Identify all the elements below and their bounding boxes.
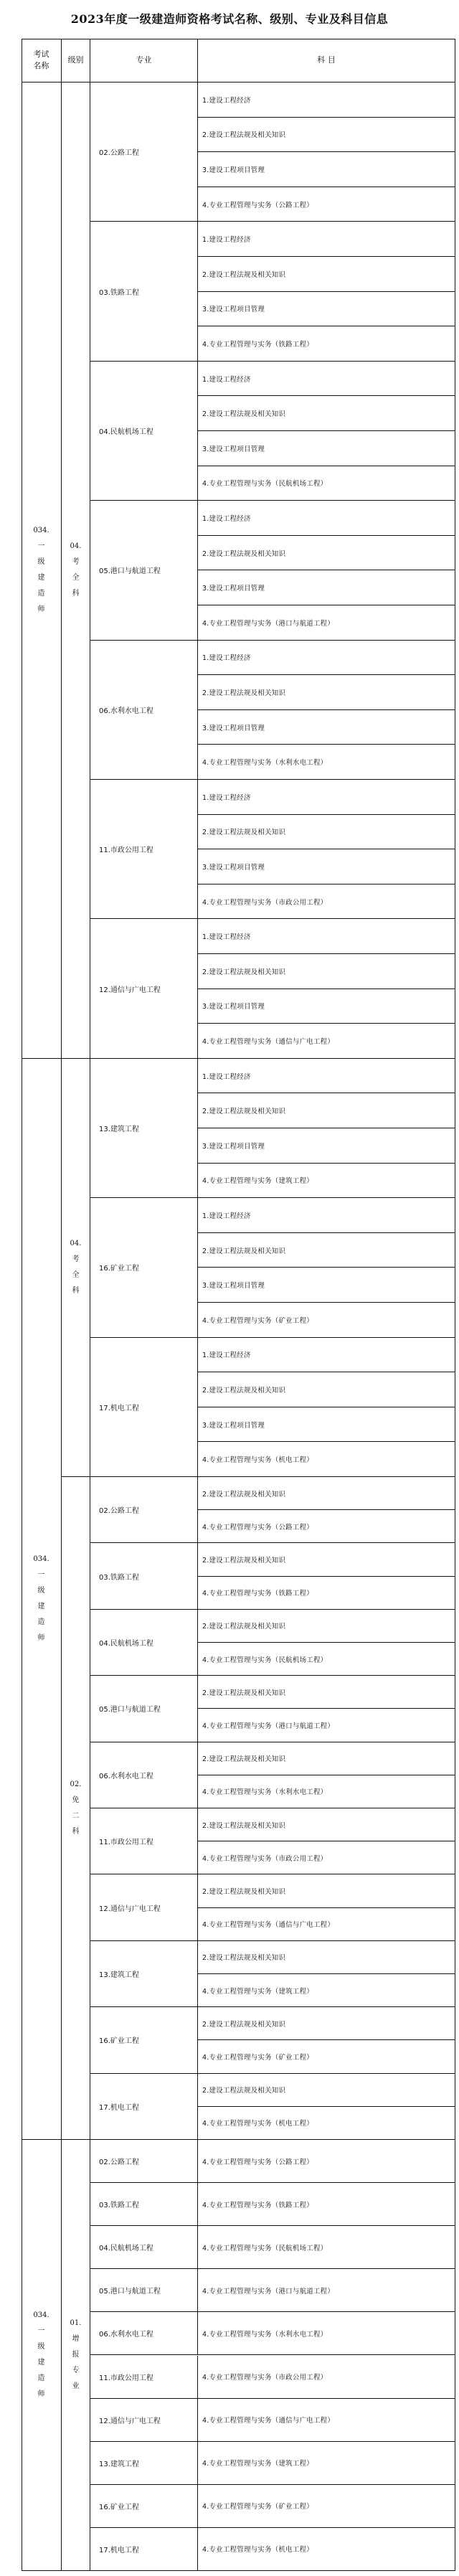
subject-cell: 2.建设工程法规及相关知识 (198, 954, 455, 989)
major-cell: 17.机电工程 (90, 2074, 198, 2140)
subject-cell: 2.建设工程法规及相关知识 (198, 1610, 455, 1643)
major-cell: 12.通信与广电工程 (90, 2399, 198, 2442)
subject-cell: 3.建设工程项目管理 (198, 152, 455, 187)
major-cell: 04.民航机场工程 (90, 2226, 198, 2269)
subject-cell: 4.专业工程管理与实务（铁路工程） (198, 1577, 455, 1610)
subject-cell: 2.建设工程法规及相关知识 (198, 2007, 455, 2040)
subject-cell: 4.专业工程管理与实务（港口与航道工程） (198, 605, 455, 641)
subject-cell: 4.专业工程管理与实务（建筑工程） (198, 2442, 455, 2485)
subject-cell: 1.建设工程经济 (198, 222, 455, 257)
major-cell: 06.水利水电工程 (90, 2312, 198, 2355)
subject-cell: 4.专业工程管理与实务（铁路工程） (198, 2183, 455, 2226)
level-cell: 04. 考 全 科 (62, 1059, 90, 1477)
subject-cell: 4.专业工程管理与实务（水利水电工程） (198, 1775, 455, 1808)
major-cell: 12.通信与广电工程 (90, 919, 198, 1058)
subject-cell: 2.建设工程法规及相关知识 (198, 675, 455, 710)
exam-info-table (22, 39, 455, 2571)
major-cell: 03.铁路工程 (90, 222, 198, 361)
major-cell: 11.市政公用工程 (90, 1808, 198, 1874)
header-major: 专业 (90, 39, 198, 82)
level-cell: 02. 免 二 科 (62, 1477, 90, 2140)
subject-cell: 4.专业工程管理与实务（市政公用工程） (198, 2356, 455, 2399)
exam-name-cell: 034. 一 级 建 造 师 (22, 2140, 62, 2571)
major-cell: 12.通信与广电工程 (90, 1874, 198, 1940)
major-cell: 06.水利水电工程 (90, 641, 198, 780)
subject-cell: 3.建设工程项目管理 (198, 1268, 455, 1303)
exam-name-cell: 034. 一 级 建 造 师 (22, 1059, 62, 2140)
subject-cell: 2.建设工程法规及相关知识 (198, 1372, 455, 1407)
subject-cell: 4.专业工程管理与实务（矿业工程） (198, 2040, 455, 2073)
exam-name-cell: 034. 一 级 建 造 师 (22, 82, 62, 1059)
page-title: 2023年度一级建造师资格考试名称、级别、专业及科目信息 (70, 12, 389, 26)
subject-cell: 3.建设工程项目管理 (198, 570, 455, 605)
major-cell: 05.港口与航道工程 (90, 1676, 198, 1742)
subject-cell: 4.专业工程管理与实务（铁路工程） (198, 326, 455, 362)
subject-cell: 3.建设工程项目管理 (198, 292, 455, 327)
subject-cell: 2.建设工程法规及相关知识 (198, 1808, 455, 1841)
major-cell: 04.民航机场工程 (90, 362, 198, 501)
subject-cell: 4.专业工程管理与实务（港口与航道工程） (198, 1709, 455, 1742)
subject-cell: 4.专业工程管理与实务（通信与广电工程） (198, 1024, 455, 1059)
major-cell: 05.港口与航道工程 (90, 2269, 198, 2312)
subject-cell: 4.专业工程管理与实务（建筑工程） (198, 1974, 455, 2007)
major-cell: 16.矿业工程 (90, 2007, 198, 2073)
major-cell: 02.公路工程 (90, 82, 198, 222)
subject-cell: 1.建设工程经济 (198, 919, 455, 954)
major-cell: 02.公路工程 (90, 1477, 198, 1543)
major-cell: 17.机电工程 (90, 1338, 198, 1477)
subject-cell: 2.建设工程法规及相关知识 (198, 1874, 455, 1907)
subject-cell: 4.专业工程管理与实务（矿业工程） (198, 1303, 455, 1338)
header-subject: 科 目 (198, 39, 455, 82)
subject-cell: 3.建设工程项目管理 (198, 1407, 455, 1443)
subject-cell: 4.专业工程管理与实务（通信与广电工程） (198, 1908, 455, 1941)
subject-cell: 4.专业工程管理与实务（通信与广电工程） (198, 2399, 455, 2442)
subject-cell: 1.建设工程经济 (198, 641, 455, 676)
major-cell: 13.建筑工程 (90, 1059, 198, 1198)
subject-cell: 1.建设工程经济 (198, 82, 455, 118)
major-cell: 11.市政公用工程 (90, 780, 198, 919)
major-cell: 03.铁路工程 (90, 1543, 198, 1609)
subject-cell: 3.建设工程项目管理 (198, 431, 455, 466)
subject-cell: 4.专业工程管理与实务（民航机场工程） (198, 1643, 455, 1676)
subject-cell: 3.建设工程项目管理 (198, 849, 455, 884)
major-cell: 16.矿业工程 (90, 1198, 198, 1337)
subject-cell: 2.建设工程法规及相关知识 (198, 536, 455, 571)
subject-cell: 4.专业工程管理与实务（机电工程） (198, 2528, 455, 2571)
major-cell: 13.建筑工程 (90, 2442, 198, 2485)
subject-cell: 1.建设工程经济 (198, 780, 455, 815)
subject-cell: 2.建设工程法规及相关知识 (198, 1941, 455, 1974)
major-cell: 03.铁路工程 (90, 2183, 198, 2226)
subject-cell: 2.建设工程法规及相关知识 (198, 1233, 455, 1268)
subject-cell: 2.建设工程法规及相关知识 (198, 1676, 455, 1709)
major-cell: 13.建筑工程 (90, 1941, 198, 2007)
subject-cell: 3.建设工程项目管理 (198, 989, 455, 1024)
subject-cell: 2.建设工程法规及相关知识 (198, 257, 455, 292)
subject-cell: 4.专业工程管理与实务（机电工程） (198, 1442, 455, 1477)
subject-cell: 2.建设工程法规及相关知识 (198, 1742, 455, 1775)
subject-cell: 4.专业工程管理与实务（水利水电工程） (198, 745, 455, 780)
subject-cell: 2.建设工程法规及相关知识 (198, 815, 455, 850)
subject-cell: 2.建设工程法规及相关知识 (198, 2074, 455, 2107)
subject-cell: 4.专业工程管理与实务（公路工程） (198, 1510, 455, 1543)
subject-cell: 1.建设工程经济 (198, 501, 455, 536)
subject-cell: 4.专业工程管理与实务（民航机场工程） (198, 466, 455, 501)
subject-cell: 4.专业工程管理与实务（矿业工程） (198, 2485, 455, 2528)
subject-cell: 4.专业工程管理与实务（机电工程） (198, 2107, 455, 2140)
subject-cell: 4.专业工程管理与实务（建筑工程） (198, 1164, 455, 1199)
subject-cell: 4.专业工程管理与实务（港口与航道工程） (198, 2269, 455, 2312)
subject-cell: 1.建设工程经济 (198, 362, 455, 397)
subject-cell: 2.建设工程法规及相关知识 (198, 118, 455, 153)
subject-cell: 2.建设工程法规及相关知识 (198, 396, 455, 431)
subject-cell: 2.建设工程法规及相关知识 (198, 1093, 455, 1128)
major-cell: 11.市政公用工程 (90, 2356, 198, 2399)
subject-cell: 1.建设工程经济 (198, 1338, 455, 1373)
subject-cell: 2.建设工程法规及相关知识 (198, 1543, 455, 1576)
subject-cell: 4.专业工程管理与实务（公路工程） (198, 2140, 455, 2183)
level-cell: 01. 增 报 专 业 (62, 2140, 90, 2571)
subject-cell: 4.专业工程管理与实务（公路工程） (198, 187, 455, 222)
level-cell: 04. 考 全 科 (62, 82, 90, 1059)
header-exam-name: 考试 名称 (22, 39, 62, 82)
subject-cell: 4.专业工程管理与实务（市政公用工程） (198, 1841, 455, 1874)
major-cell: 17.机电工程 (90, 2528, 198, 2571)
major-cell: 02.公路工程 (90, 2140, 198, 2183)
header-level: 级别 (62, 39, 90, 82)
subject-cell: 2.建设工程法规及相关知识 (198, 1477, 455, 1510)
subject-cell: 3.建设工程项目管理 (198, 1128, 455, 1164)
subject-cell: 4.专业工程管理与实务（水利水电工程） (198, 2312, 455, 2355)
subject-cell: 4.专业工程管理与实务（民航机场工程） (198, 2226, 455, 2269)
major-cell: 04.民航机场工程 (90, 1610, 198, 1676)
subject-cell: 4.专业工程管理与实务（市政公用工程） (198, 884, 455, 920)
subject-cell: 3.建设工程项目管理 (198, 710, 455, 745)
major-cell: 05.港口与航道工程 (90, 501, 198, 640)
major-cell: 16.矿业工程 (90, 2485, 198, 2528)
subject-cell: 1.建设工程经济 (198, 1059, 455, 1094)
major-cell: 06.水利水电工程 (90, 1742, 198, 1808)
subject-cell: 1.建设工程经济 (198, 1198, 455, 1233)
